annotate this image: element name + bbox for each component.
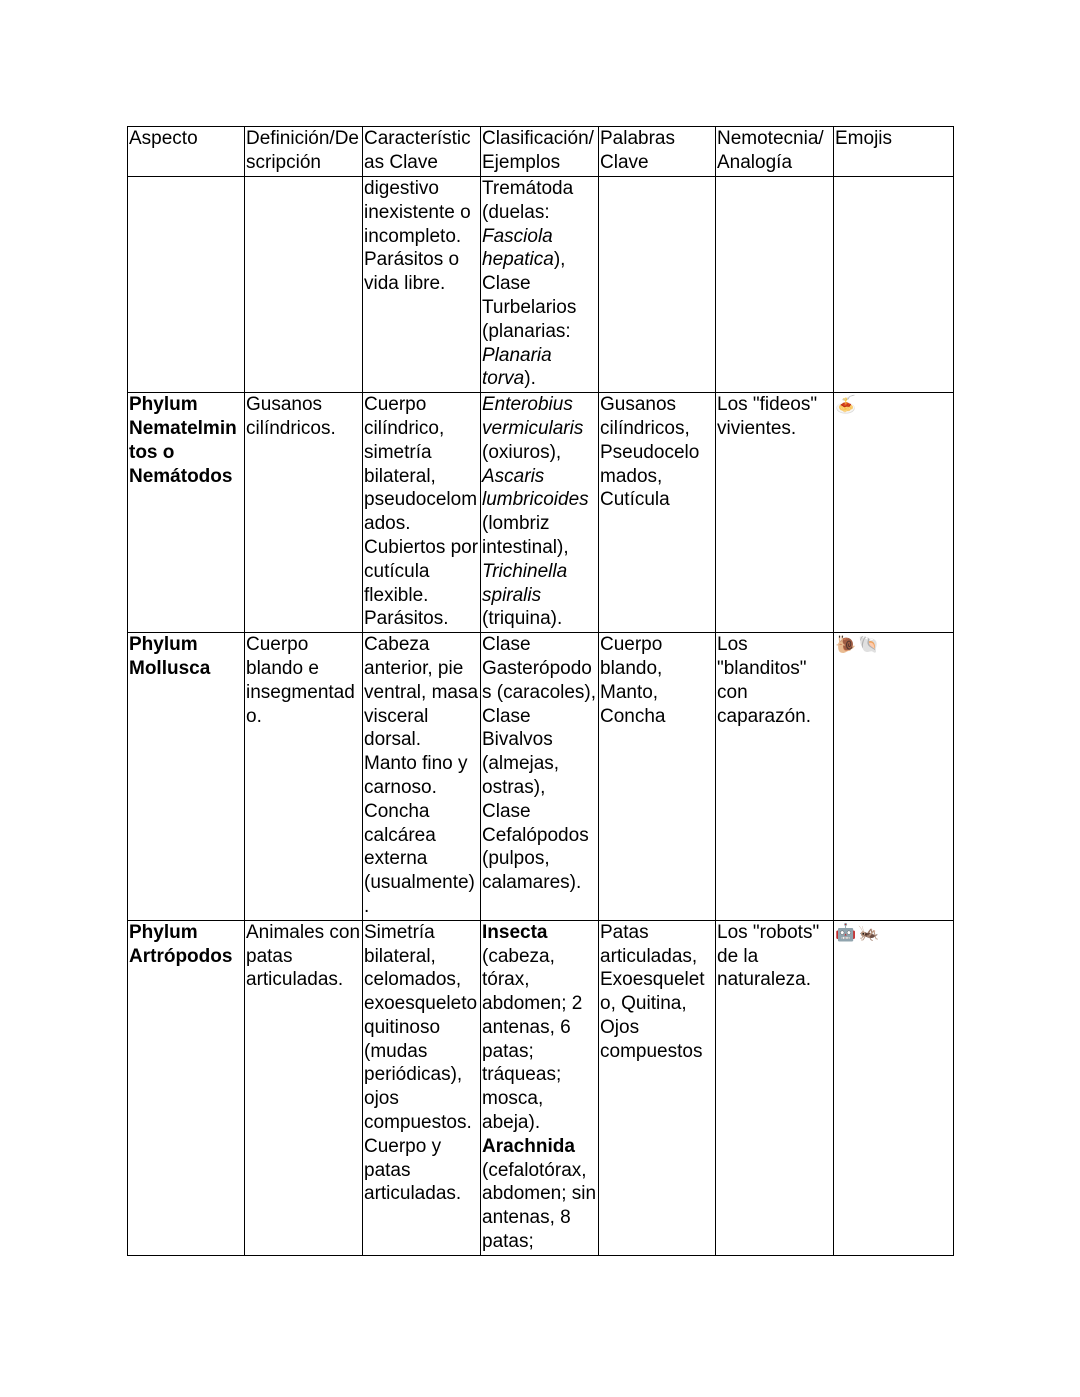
species-name: Enterobius vermicularis: [482, 394, 584, 439]
table-row: [128, 177, 954, 393]
cell-caracteristicas: Cabeza anterior, pie ventral, masa visceral dorsal. Manto fino y carnoso. Concha calcárea externa (usualmente).: [363, 633, 481, 921]
species-name: Fasciola hepatica: [482, 225, 554, 271]
species-name: Ascaris lumbricoides: [482, 465, 589, 511]
cell-caracteristicas: Cuerpo cilíndrico, simetría bilateral, pseudocelomados. Cubiertos por cutícula flexible. Parásitos.: [363, 393, 481, 633]
cell-definicion: Gusanos cilíndricos.: [245, 393, 363, 633]
cell-clasificacion: Clase Gasterópodos (caracoles), Clase Bivalvos (almejas, ostras), Clase Cefalópodos (pulpos, calamares).: [481, 633, 599, 921]
class-name: Insecta: [482, 921, 548, 943]
cell-palabras: [599, 177, 716, 393]
cell-palabras: Gusanos cilíndricos, Pseudocelomados, Cutícula: [599, 393, 716, 633]
clasificacion-text: ), Clase Turbelarios (planarias:: [482, 249, 577, 342]
cell-aspecto: [128, 177, 245, 393]
header-clasificacion: Clasificación/Ejemplos: [481, 127, 599, 177]
table-row: [128, 393, 954, 633]
cell-clasificacion: [481, 177, 599, 393]
table-header-row: [128, 127, 954, 177]
clasificacion-text: (lombriz intestinal),: [482, 513, 569, 558]
header-aspecto: Aspecto: [128, 127, 245, 177]
cell-caracteristicas: digestivo inexistente o incompleto. Parásitos o vida libre.: [363, 177, 481, 393]
clasificacion-text: (cabeza, tórax, abdomen; 2 antenas, 6 patas; tráqueas; mosca, abeja).: [482, 945, 583, 1134]
header-nemotecnia: Nemotecnia/Analogía: [716, 127, 834, 177]
cell-definicion: Animales con patas articuladas.: [245, 920, 363, 1255]
clasificacion-text: Tremátoda (duelas:: [482, 178, 574, 223]
cell-aspecto: Phylum Mollusca: [128, 633, 245, 921]
cell-clasificacion: [481, 393, 599, 633]
species-name: Trichinella spiralis: [482, 560, 568, 606]
cell-palabras: Cuerpo blando, Manto, Concha: [599, 633, 716, 921]
clasificacion-text: (oxiuros),: [482, 441, 562, 463]
cell-emojis: 🤖🦗: [834, 920, 954, 1255]
cell-nemotecnia: [716, 177, 834, 393]
table-row: [128, 920, 954, 1255]
class-name: Arachnida: [482, 1135, 575, 1157]
cell-nemotecnia: Los "fideos" vivientes.: [716, 393, 834, 633]
header-definicion: Definición/Descripción: [245, 127, 363, 177]
cell-clasificacion: [481, 920, 599, 1255]
cell-nemotecnia: Los "blanditos" con caparazón.: [716, 633, 834, 921]
clasificacion-text: (cefalotórax, abdomen; sin antenas, 8 patas;: [482, 1159, 597, 1253]
cell-emojis: 🍝: [834, 393, 954, 633]
cell-caracteristicas: Simetría bilateral, celomados, exoesqueleto quitinoso (mudas periódicas), ojos compuestos. Cuerpo y patas articuladas.: [363, 920, 481, 1255]
cell-definicion: [245, 177, 363, 393]
classification-table: [127, 126, 954, 1256]
clasificacion-text: (triquina).: [482, 608, 563, 630]
cell-aspecto: Phylum Artrópodos: [128, 920, 245, 1255]
cell-nemotecnia: Los "robots" de la naturaleza.: [716, 920, 834, 1255]
table-row: [128, 633, 954, 921]
cell-emojis: [834, 177, 954, 393]
header-palabras: Palabras Clave: [599, 127, 716, 177]
cell-palabras: Patas articuladas, Exoesqueleto, Quitina, Ojos compuestos: [599, 920, 716, 1255]
header-emojis: Emojis: [834, 127, 954, 177]
clasificacion-text: ).: [524, 368, 536, 390]
species-name: Planaria torva: [482, 344, 552, 390]
header-caracteristicas: Características Clave: [363, 127, 481, 177]
cell-aspecto: Phylum Nematelmintos o Nemátodos: [128, 393, 245, 633]
cell-definicion: Cuerpo blando e insegmentado.: [245, 633, 363, 921]
cell-emojis: 🐌🐚: [834, 633, 954, 921]
